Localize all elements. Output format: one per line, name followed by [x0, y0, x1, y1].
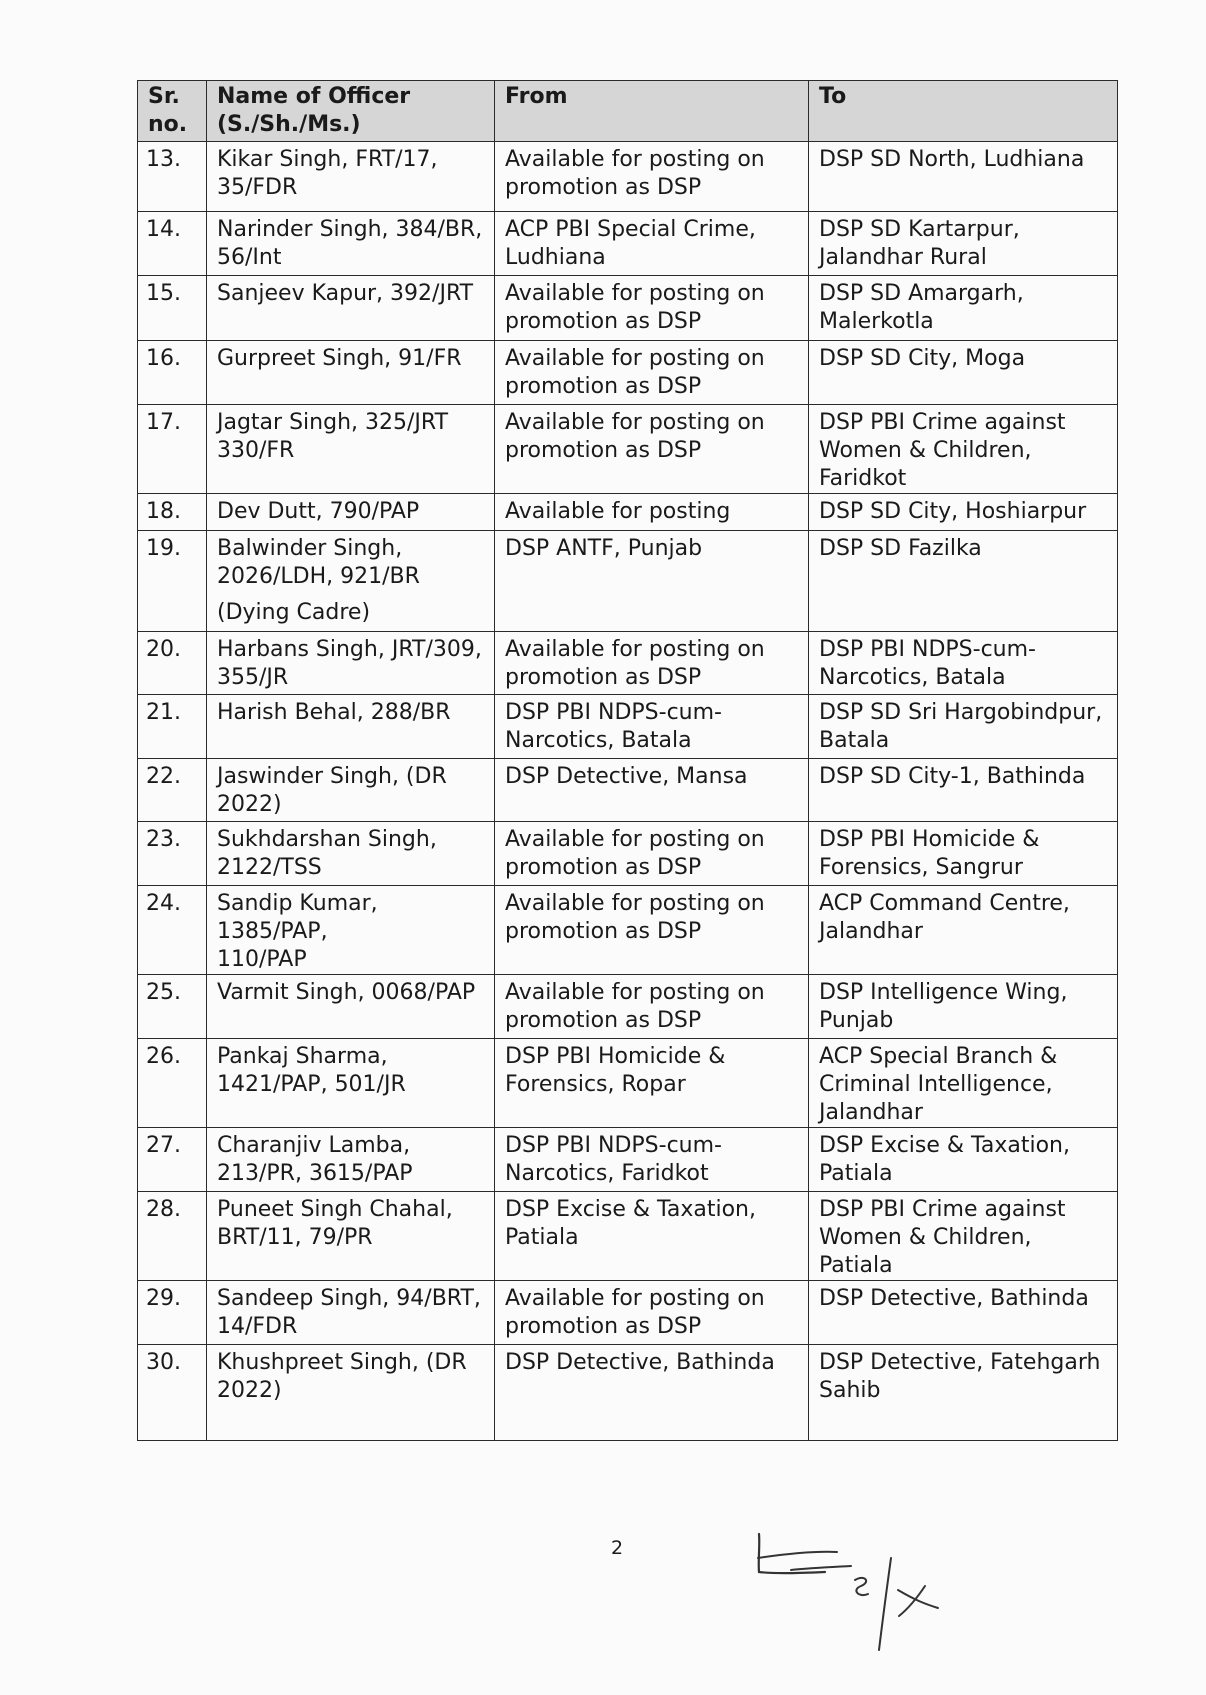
officer-note: (Dying Cadre): [217, 600, 371, 625]
cell-officer-name: Gurpreet Singh, 91/FR: [207, 341, 495, 405]
cell-to: DSP SD Fazilka: [809, 531, 1118, 632]
table-row: [138, 759, 1118, 822]
cell-sr-no: 22.: [138, 759, 207, 822]
cell-officer-name: Sandip Kumar, 1385/PAP, 110/PAP: [207, 886, 495, 975]
cell-to: DSP SD Sri Hargobindpur, Batala: [809, 695, 1118, 759]
cell-officer-name: Sandeep Singh, 94/BRT, 14/FDR: [207, 1281, 495, 1345]
cell-to: DSP SD City-1, Bathinda: [809, 759, 1118, 822]
table-row: [138, 1192, 1118, 1281]
cell-officer-name: Dev Dutt, 790/PAP: [207, 494, 495, 531]
cell-sr-no: 17.: [138, 405, 207, 494]
cell-officer-name: Balwinder Singh, 2026/LDH, 921/BR (Dying Cadre): [207, 531, 495, 632]
cell-to: DSP SD Amargarh, Malerkotla: [809, 276, 1118, 341]
cell-from: Available for posting on promotion as DSP: [495, 975, 809, 1039]
header-sr-no: Sr. no.: [138, 81, 207, 142]
cell-officer-name: Harish Behal, 288/BR: [207, 695, 495, 759]
cell-sr-no: 13.: [138, 142, 207, 212]
cell-to: DSP PBI Crime against Women & Children, Patiala: [809, 1192, 1118, 1281]
cell-to: ACP Command Centre, Jalandhar: [809, 886, 1118, 975]
cell-sr-no: 16.: [138, 341, 207, 405]
cell-to: DSP Excise & Taxation, Patiala: [809, 1128, 1118, 1192]
cell-to: DSP SD Kartarpur, Jalandhar Rural: [809, 212, 1118, 276]
cell-from: Available for posting on promotion as DSP: [495, 886, 809, 975]
cell-sr-no: 28.: [138, 1192, 207, 1281]
header-from: From: [495, 81, 809, 142]
table-row: [138, 142, 1118, 212]
cell-to: DSP SD City, Hoshiarpur: [809, 494, 1118, 531]
cell-from: DSP PBI Homicide & Forensics, Ropar: [495, 1039, 809, 1128]
cell-to: DSP PBI NDPS-cum- Narcotics, Batala: [809, 632, 1118, 695]
table-row: [138, 276, 1118, 341]
cell-sr-no: 26.: [138, 1039, 207, 1128]
table-row: [138, 1281, 1118, 1345]
table-row: [138, 822, 1118, 886]
table-row: [138, 886, 1118, 975]
cell-from: DSP Detective, Bathinda: [495, 1345, 809, 1441]
cell-to: DSP Detective, Fatehgarh Sahib: [809, 1345, 1118, 1441]
cell-sr-no: 19.: [138, 531, 207, 632]
table-header-row: [138, 81, 1118, 142]
header-to: To: [809, 81, 1118, 142]
cell-from: DSP PBI NDPS-cum- Narcotics, Batala: [495, 695, 809, 759]
cell-sr-no: 27.: [138, 1128, 207, 1192]
cell-to: DSP SD City, Moga: [809, 341, 1118, 405]
table-row: [138, 1345, 1118, 1441]
table-row: [138, 1039, 1118, 1128]
page-number: 2: [610, 1537, 624, 1559]
cell-officer-name: Khushpreet Singh, (DR 2022): [207, 1345, 495, 1441]
table-row: [138, 341, 1118, 405]
table-row: [138, 212, 1118, 276]
cell-officer-name: Narinder Singh, 384/BR, 56/Int: [207, 212, 495, 276]
cell-to: DSP PBI Crime against Women & Children, Faridkot: [809, 405, 1118, 494]
table-row: [138, 632, 1118, 695]
posting-orders-table: [137, 80, 1118, 1441]
cell-officer-name: Varmit Singh, 0068/PAP: [207, 975, 495, 1039]
cell-officer-name: Harbans Singh, JRT/309, 355/JR: [207, 632, 495, 695]
cell-officer-name: Sukhdarshan Singh, 2122/TSS: [207, 822, 495, 886]
cell-to: ACP Special Branch & Criminal Intelligence, Jalandhar: [809, 1039, 1118, 1128]
cell-to: DSP Intelligence Wing, Punjab: [809, 975, 1118, 1039]
table-row: [138, 531, 1118, 632]
cell-from: Available for posting on promotion as DSP: [495, 276, 809, 341]
cell-from: Available for posting on promotion as DSP: [495, 822, 809, 886]
cell-to: DSP SD North, Ludhiana: [809, 142, 1118, 212]
table-row: [138, 494, 1118, 531]
cell-from: DSP Excise & Taxation, Patiala: [495, 1192, 809, 1281]
cell-from: DSP Detective, Mansa: [495, 759, 809, 822]
cell-officer-name: Puneet Singh Chahal, BRT/11, 79/PR: [207, 1192, 495, 1281]
cell-sr-no: 15.: [138, 276, 207, 341]
cell-sr-no: 24.: [138, 886, 207, 975]
table-row: [138, 695, 1118, 759]
table-row: [138, 1128, 1118, 1192]
cell-sr-no: 29.: [138, 1281, 207, 1345]
cell-sr-no: 20.: [138, 632, 207, 695]
table-body: [138, 142, 1118, 1441]
cell-officer-name: Pankaj Sharma, 1421/PAP, 501/JR: [207, 1039, 495, 1128]
cell-sr-no: 25.: [138, 975, 207, 1039]
cell-officer-name: Charanjiv Lamba, 213/PR, 3615/PAP: [207, 1128, 495, 1192]
cell-from: Available for posting on promotion as DSP: [495, 1281, 809, 1345]
cell-from: Available for posting on promotion as DSP: [495, 405, 809, 494]
table-row: [138, 405, 1118, 494]
cell-sr-no: 14.: [138, 212, 207, 276]
table-row: [138, 975, 1118, 1039]
cell-to: DSP Detective, Bathinda: [809, 1281, 1118, 1345]
cell-officer-name: Kikar Singh, FRT/17, 35/FDR: [207, 142, 495, 212]
cell-officer-name: Jagtar Singh, 325/JRT 330/FR: [207, 405, 495, 494]
cell-from: ACP PBI Special Crime, Ludhiana: [495, 212, 809, 276]
cell-sr-no: 30.: [138, 1345, 207, 1441]
handwritten-signature: [755, 1532, 955, 1652]
cell-from: DSP PBI NDPS-cum- Narcotics, Faridkot: [495, 1128, 809, 1192]
cell-officer-name: Jaswinder Singh, (DR 2022): [207, 759, 495, 822]
cell-from: Available for posting on promotion as DSP: [495, 632, 809, 695]
cell-from: Available for posting on promotion as DSP: [495, 341, 809, 405]
cell-from: Available for posting on promotion as DSP: [495, 142, 809, 212]
cell-sr-no: 21.: [138, 695, 207, 759]
cell-from: Available for posting: [495, 494, 809, 531]
cell-officer-name: Sanjeev Kapur, 392/JRT: [207, 276, 495, 341]
cell-to: DSP PBI Homicide & Forensics, Sangrur: [809, 822, 1118, 886]
cell-from: DSP ANTF, Punjab: [495, 531, 809, 632]
cell-sr-no: 23.: [138, 822, 207, 886]
header-name-of-officer: Name of Officer (S./Sh./Ms.): [207, 81, 495, 142]
cell-sr-no: 18.: [138, 494, 207, 531]
